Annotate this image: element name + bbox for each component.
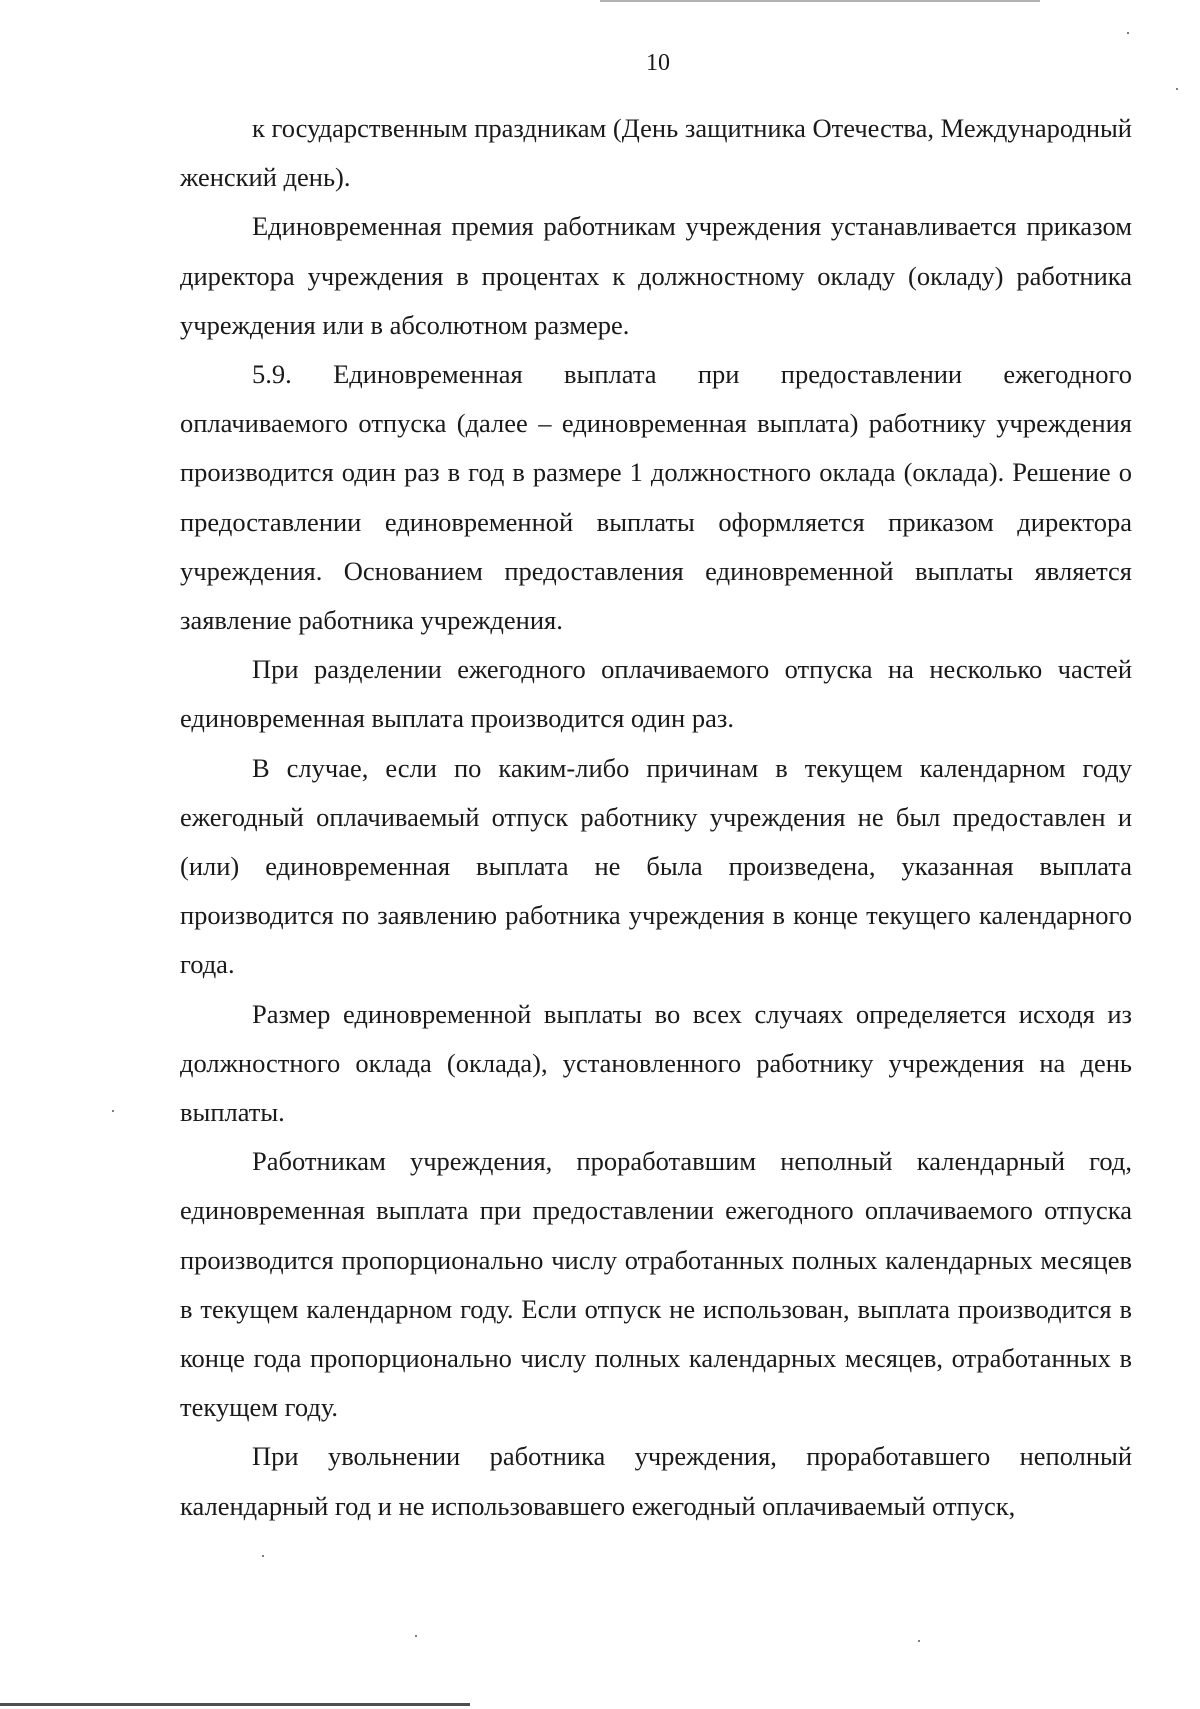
paragraph: Единовременная премия работникам учреждения устанавливается приказом директора учреждения в процентах к должностному окладу (окладу) работника учреждения или в абсолютном размере. xyxy=(180,211,1132,340)
paragraph: Работникам учреждения, проработавшим неполный календарный год, единовременная выплата при предоставлении ежегодного оплачиваемого отпуска производится пропорционально числу отработанных полных календарных месяцев в текущем календарном году. Если отпуск не использован, выплата производится в конце года пропорционально числу полных календарных месяцев, отработанных в текущем году. xyxy=(180,1146,1132,1423)
paragraph: При увольнении работника учреждения, проработавшего неполный календарный год и не использовавшего ежегодный оплачиваемый отпуск, xyxy=(180,1441,1132,1521)
scan-artifact-bottom-line xyxy=(0,1703,470,1706)
scan-speck xyxy=(262,1555,264,1557)
paragraph: В случае, если по каким-либо причинам в текущем календарном году ежегодный оплачиваемый отпуск работнику учреждения не был предоставлен и (или) единовременная выплата не была произведена, указанная выплата производится по заявлению работника учреждения в конце текущего календарного года. xyxy=(180,752,1132,980)
scan-artifact-top-line xyxy=(600,0,1040,2)
scan-speck xyxy=(112,1110,114,1112)
scan-speck xyxy=(1127,32,1129,34)
document-body xyxy=(180,104,1132,1531)
paragraph: Размер единовременной выплаты во всех случаях определяется исходя из должностного оклада (оклада), установленного работнику учреждения на день выплаты. xyxy=(180,998,1132,1128)
page-number: 10 xyxy=(646,50,670,76)
paragraph: При разделении ежегодного оплачиваемого отпуска на несколько частей единовременная выплата производится один раз. xyxy=(180,654,1132,734)
scan-speck xyxy=(415,1635,417,1637)
scan-speck xyxy=(918,1640,920,1642)
scan-speck xyxy=(1176,88,1178,90)
paragraph: к государственным праздникам (День защитника Отечества, Международный женский день). xyxy=(180,113,1132,193)
paragraph: 5.9. Единовременная выплата при предоставлении ежегодного оплачиваемого отпуска (далее – единовременная выплата) работнику учреждения производится один раз в год в размере 1 должностного оклада (оклада). Решение о предоставлении единовременной выплаты оформляется приказом директора учреждения. Основанием предоставления единовременной выплаты является заявление работника учреждения. xyxy=(180,359,1132,636)
